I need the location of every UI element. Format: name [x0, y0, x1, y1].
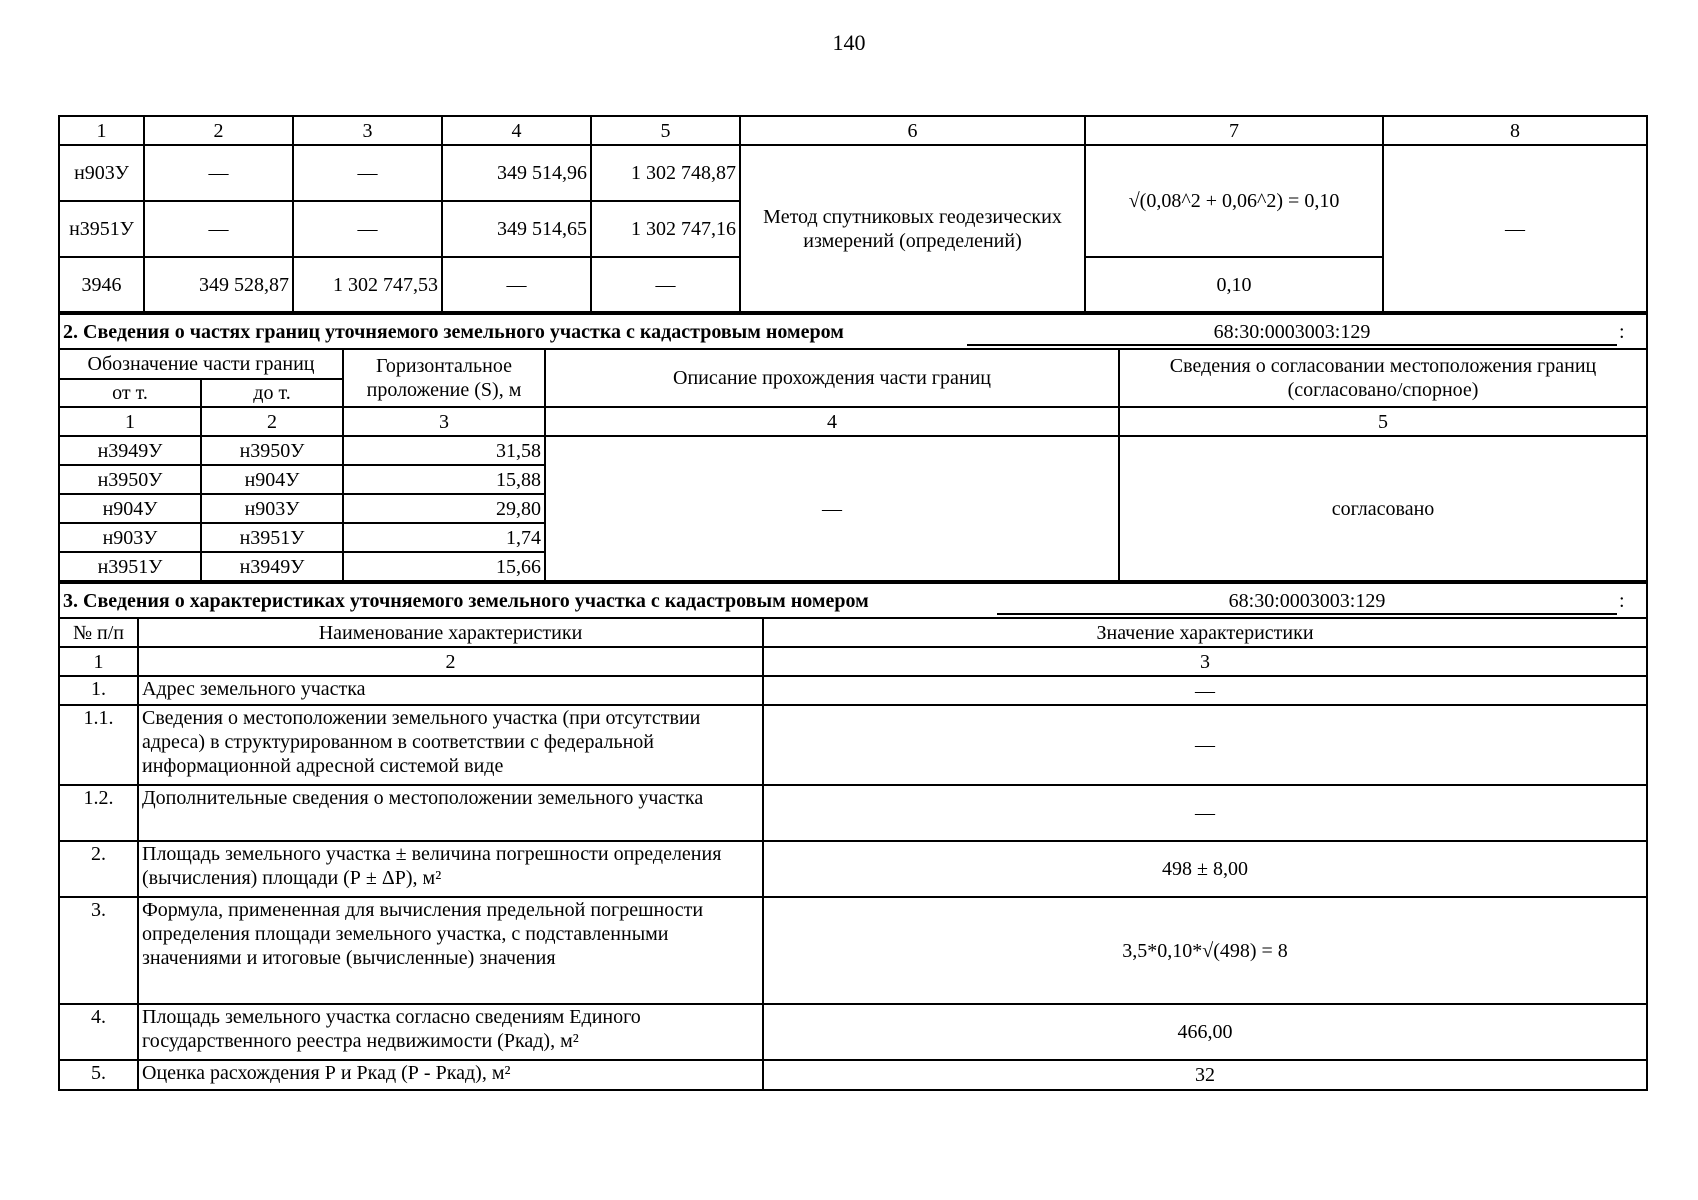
- table-row: [59, 1004, 1647, 1060]
- header-value: Значение характеристики: [763, 618, 1647, 647]
- method-cell: Метод спутниковых геодезических измерений (определений): [740, 145, 1085, 312]
- col-number: 3: [763, 647, 1647, 676]
- length-value: 15,66: [343, 552, 545, 581]
- to-point: н3950У: [201, 436, 343, 465]
- row-name: Дополнительные сведения о местоположении земельного участка: [138, 785, 763, 841]
- section3-title: 3. Сведения о характеристиках уточняемого земельного участка с кадастровым номером: [63, 589, 869, 612]
- to-point: н3951У: [201, 523, 343, 552]
- col8-cell: —: [1383, 145, 1647, 312]
- table-row: [59, 841, 1647, 897]
- row-name: Адрес земельного участка: [138, 676, 763, 705]
- section2-table: [58, 313, 1648, 582]
- section2-title: 2. Сведения о частях границ уточняемого земельного участка с кадастровым номером: [63, 320, 844, 343]
- row-num: 3.: [59, 897, 138, 1004]
- row-num: 2.: [59, 841, 138, 897]
- header-name: Наименование характеристики: [138, 618, 763, 647]
- col-number: 5: [1119, 407, 1647, 436]
- header-num: № п/п: [59, 618, 138, 647]
- cell: —: [591, 257, 740, 312]
- table-row: [59, 1060, 1647, 1090]
- header-description: Описание прохождения части границ: [545, 349, 1119, 407]
- cell: —: [293, 145, 442, 201]
- point-name: н903У: [59, 145, 144, 201]
- cell: 1 302 748,87: [591, 145, 740, 201]
- row-num: 1.: [59, 676, 138, 705]
- table-row: [59, 145, 1647, 201]
- cell: 349 528,87: [144, 257, 293, 312]
- accuracy-value: 0,10: [1085, 257, 1383, 312]
- col-header: 5: [591, 116, 740, 145]
- length-value: 1,74: [343, 523, 545, 552]
- agreement-value: согласовано: [1119, 436, 1647, 581]
- table-row: [59, 785, 1647, 841]
- row-value: 32: [763, 1060, 1647, 1090]
- point-name: 3946: [59, 257, 144, 312]
- col-number: 1: [59, 407, 201, 436]
- from-point: н904У: [59, 494, 201, 523]
- header-part: Обозначение части границ: [59, 349, 343, 379]
- col-header: 4: [442, 116, 591, 145]
- col-number: 1: [59, 647, 138, 676]
- from-point: н3950У: [59, 465, 201, 494]
- row-name: Сведения о местоположении земельного участка (при отсутствии адреса) в структурированном в соответствии с федеральной информационной адресной системой виде: [138, 705, 763, 785]
- section3-heading: [59, 583, 1647, 618]
- col-number: 3: [343, 407, 545, 436]
- col-header: 2: [144, 116, 293, 145]
- col-header: 6: [740, 116, 1085, 145]
- cell: 349 514,96: [442, 145, 591, 201]
- header-to: до т.: [201, 379, 343, 407]
- table-row: [59, 436, 1647, 465]
- cell: 1 302 747,16: [591, 201, 740, 257]
- col-header: 3: [293, 116, 442, 145]
- row-name: Площадь земельного участка ± величина погрешности определения (вычисления) площади (Р ± ΔР), м²: [138, 841, 763, 897]
- point-name: н3951У: [59, 201, 144, 257]
- coordinates-table: [58, 115, 1648, 313]
- col-header: 8: [1383, 116, 1647, 145]
- table-row: [59, 705, 1647, 785]
- length-value: 31,58: [343, 436, 545, 465]
- row-num: 4.: [59, 1004, 138, 1060]
- accuracy-formula: √(0,08^2 + 0,06^2) = 0,10: [1085, 145, 1383, 257]
- to-point: н903У: [201, 494, 343, 523]
- section2-cadastral-number: 68:30:0003003:129: [967, 320, 1617, 346]
- length-value: 15,88: [343, 465, 545, 494]
- page-number: 140: [832, 30, 866, 55]
- length-value: 29,80: [343, 494, 545, 523]
- row-name: Оценка расхождения Р и Ркад (Р - Ркад), м²: [138, 1060, 763, 1090]
- row-num: 5.: [59, 1060, 138, 1090]
- col-header: 7: [1085, 116, 1383, 145]
- header-length: Горизонтальное проложение (S), м: [343, 349, 545, 407]
- description-value: —: [545, 436, 1119, 581]
- row-num: 1.2.: [59, 785, 138, 841]
- section3-table: [58, 582, 1648, 1091]
- cell: —: [144, 145, 293, 201]
- row-value: 498 ± 8,00: [763, 841, 1647, 897]
- to-point: н3949У: [201, 552, 343, 581]
- cell: —: [293, 201, 442, 257]
- from-point: н3951У: [59, 552, 201, 581]
- table-row: [59, 897, 1647, 1004]
- row-num: 1.1.: [59, 705, 138, 785]
- col-number: 4: [545, 407, 1119, 436]
- cell: —: [442, 257, 591, 312]
- section2-heading: [59, 314, 1647, 349]
- table-row: [59, 676, 1647, 705]
- row-name: Формула, примененная для вычисления предельной погрешности определения площади земельного участка, с подставленными значениями и итоговые (вычисленные) значения: [138, 897, 763, 1004]
- section3-cadastral-number: 68:30:0003003:129: [997, 589, 1617, 615]
- row-value: —: [763, 705, 1647, 785]
- from-point: н903У: [59, 523, 201, 552]
- from-point: н3949У: [59, 436, 201, 465]
- to-point: н904У: [201, 465, 343, 494]
- section2-colon: :: [1619, 320, 1625, 343]
- header-from: от т.: [59, 379, 201, 407]
- row-value: —: [763, 676, 1647, 705]
- col-number: 2: [138, 647, 763, 676]
- row-value: 466,00: [763, 1004, 1647, 1060]
- cell: —: [144, 201, 293, 257]
- cell: 349 514,65: [442, 201, 591, 257]
- cell: 1 302 747,53: [293, 257, 442, 312]
- header-agreement: Сведения о согласовании местоположения границ (согласовано/спорное): [1119, 349, 1647, 407]
- row-value: 3,5*0,10*√(498) = 8: [763, 897, 1647, 1004]
- col-number: 2: [201, 407, 343, 436]
- col-header: 1: [59, 116, 144, 145]
- section3-colon: :: [1619, 589, 1625, 612]
- row-name: Площадь земельного участка согласно сведениям Единого государственного реестра недвижимости (Ркад), м²: [138, 1004, 763, 1060]
- row-value: —: [763, 785, 1647, 841]
